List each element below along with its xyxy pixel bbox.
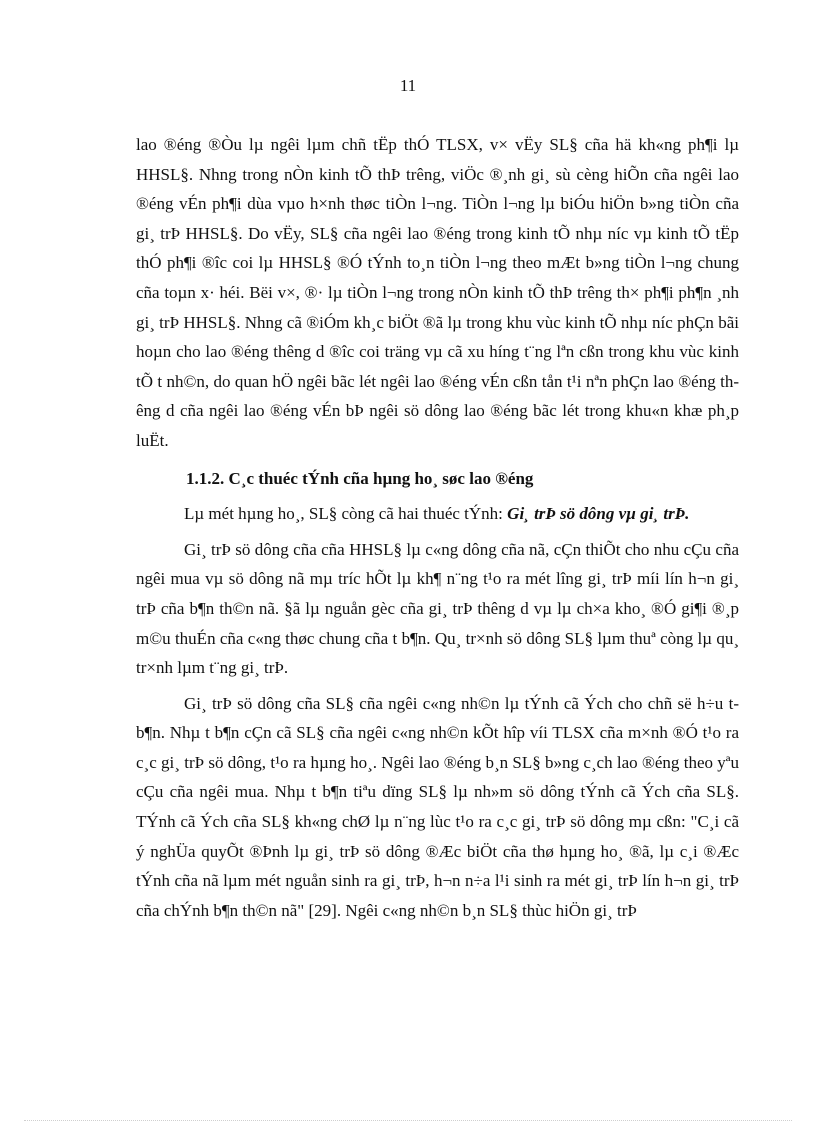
paragraph-worker-value: Gi¸ trÞ sö dông cña SL§ cña ngêi c«ng nh©n lµ tÝnh cã Ých cho chñ së h÷u t b¶n. Nhµ t b¶n cÇn cã SL§ cña ngêi c«ng nh©n kÕt hîp víi TLSX cña m×nh ®Ó t¹o ra c¸c gi¸ trÞ sö dông, t¹o ra hµng ho¸. Ngêi lao ®éng b¸n SL§ b»ng c¸ch lao ®éng theo yªu cÇu cña ngêi mua. Nhµ t b¶n tiªu dïng SL§ lµ nh»m sö dông tÝnh cã Ých cña SL§. TÝnh cã Ých cña SL§ kh«ng chØ lµ n¨ng lùc t¹o ra c¸c gi¸ trÞ sö dông mµ cßn: "C¸i cã ý nghÜa quyÕt ®Þnh lµ gi¸ trÞ sö dông ®Æc biÖt cña thø hµng ho¸ ®ã, lµ c¸i ®Æc tÝnh cña nã lµm mét nguån sinh ra gi¸ trÞ, h¬n n÷a l¹i sinh ra mét gi¸ trÞ lín h¬n gi¸ trÞ cña chÝnh b¶n th©n nã" [29]. Ngêi c«ng nh©n b¸n SL§ thùc hiÖn gi¸ trÞ	[136, 693, 739, 920]
attributes-text: Lµ mét hµng ho¸, SL§ còng cã hai thuéc tÝnh:	[184, 504, 508, 524]
paragraph-attributes	[136, 499, 739, 529]
paragraph-use-value: Gi¸ trÞ sö dông cña cña HHSL§ lµ c«ng dông cña nã, cÇn thiÕt cho nhu cÇu cña ngêi mua vµ sö dông nã mµ tríc hÕt lµ kh¶ n¨ng t¹o ra mét lîng gi¸ trÞ míi lín h¬n gi¸ trÞ cña b¶n th©n nã. §ã lµ nguån gèc cña gi¸ trÞ thêng d vµ lµ ch×a kho¸ ®Ó gi¶i ®¸p m©u thuÉn cña c«ng thøc chung cña t b¶n. Qu¸ tr×nh sö dông SL§ lµm thuª còng lµ qu¸ tr×nh lµm t¨ng gi¸ trÞ.	[136, 539, 739, 678]
body-text	[136, 130, 739, 931]
paragraph-intro: lao ®éng ®Òu lµ ngêi lµm chñ tËp thÓ TLSX, v× vËy SL§ cña hä kh«ng ph¶i lµ HHSL§. Nhng trong nÒn kinh tÕ thÞ trêng, viÖc ®¸nh gi¸ sù cèng hiÕn cña ngêi lao ®éng vÉn ph¶i dùa vµo h×nh thøc tiÒn l¬ng. TiÒn l¬ng lµ biÓu hiÖn b»ng tiÒn cña gi¸ trÞ HHSL§. Do vËy, SL§ cña ngêi lao ®éng trong kinh tÕ nhµ níc vµ kinh tÕ tËp thÓ ph¶i ®îc coi lµ HHSL§ ®Ó tÝnh to¸n tiÒn l¬ng theo mÆt b»ng tiÒn l¬ng chung cña toµn x· héi. Bëi v×, ®· lµ tiÒn l¬ng trong nÒn kinh tÕ thÞ trêng th× ph¶i ph¶n ¸nh gi¸ trÞ HHSL§. Nhng cã ®iÓm kh¸c biÖt ®ã lµ trong khu vùc kinh tÕ nhµ níc phÇn bãi hoµn cho lao ®éng thêng d ®îc coi träng vµ cã xu híng t¨ng lªn cßn trong khu vùc kinh tÕ t nh©n, do quan hÖ ngêi bãc lét ngêi lao ®éng vÉn cßn tån t¹i nªn phÇn lao ®éng thêng d cña ngêi lao ®éng vÉn bÞ ngêi sö dông lao ®éng bãc lét trong khu«n khæ ph¸p luËt.	[136, 135, 739, 450]
page-bottom-divider	[24, 1120, 792, 1121]
attributes-emphasis: Gi¸ trÞ sö dông vµ gi¸ trÞ.	[507, 504, 690, 524]
section-heading: 1.1.2. C¸c thuéc tÝnh cña hµng ho¸ søc lao ®éng	[186, 468, 534, 488]
page-number: 11	[399, 76, 417, 95]
